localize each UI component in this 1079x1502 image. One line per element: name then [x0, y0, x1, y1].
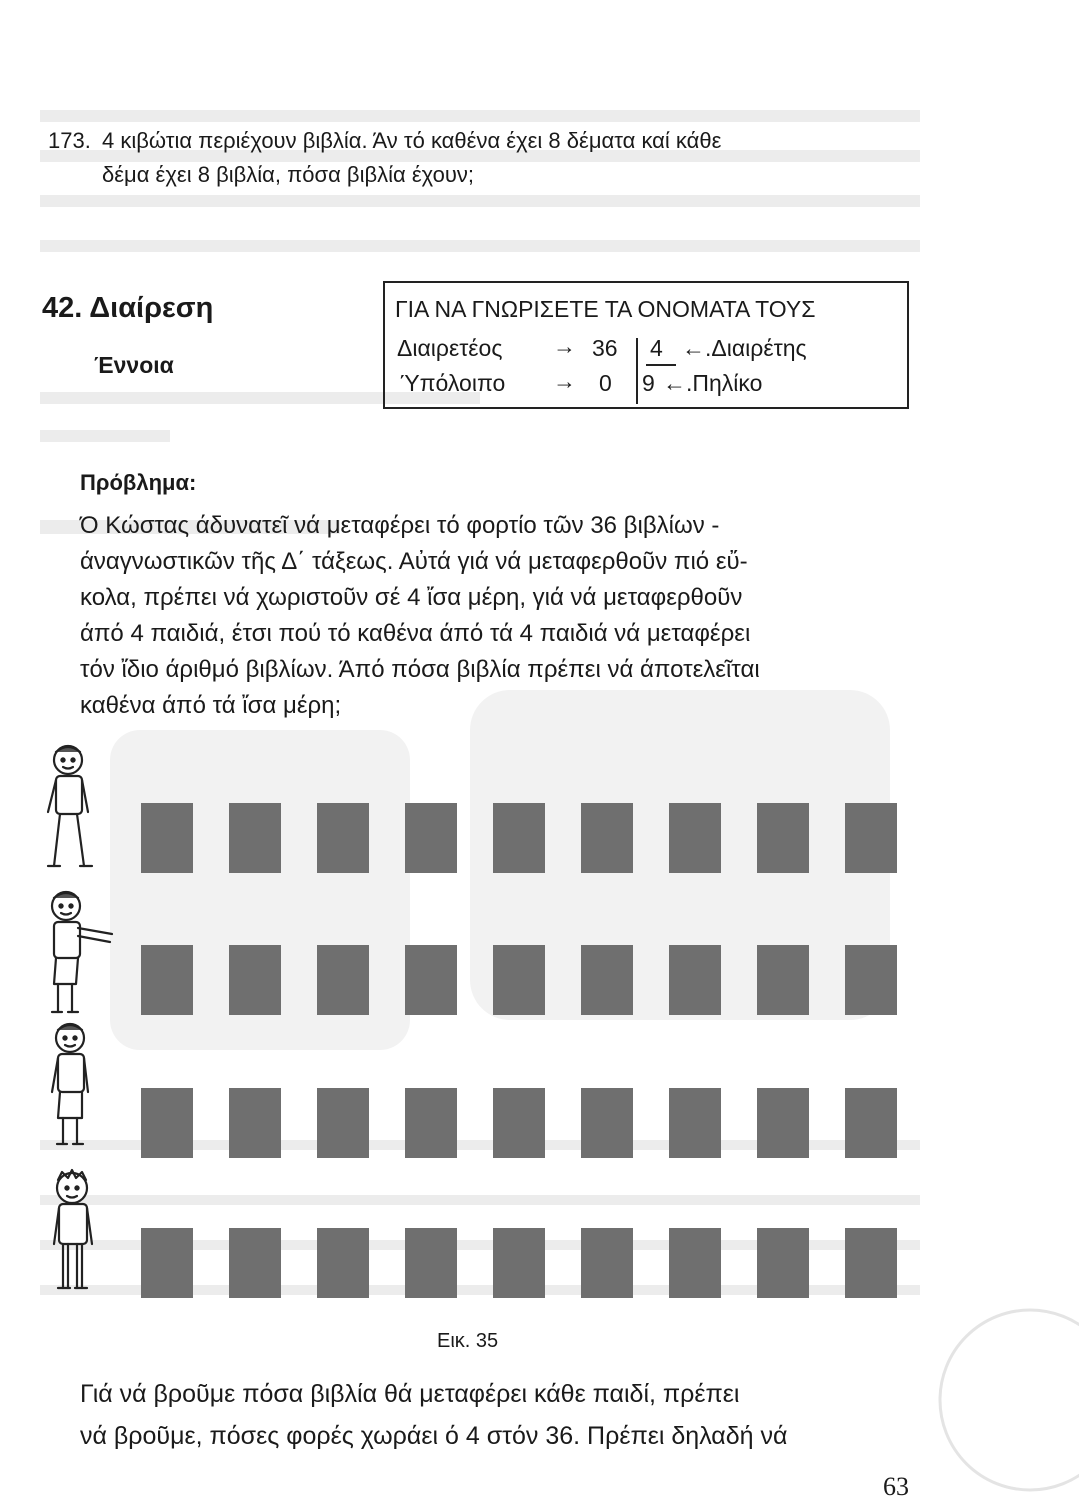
book-icon — [757, 803, 809, 873]
child-3-icon — [46, 1020, 102, 1150]
problem-line: άναγνωστικῶν τῆς Δ΄ τάξεως. Αὐτά γιά νά μεταφερθοῦν πιό εὔ- — [80, 548, 748, 575]
arrow-icon: → — [553, 333, 576, 359]
page-number: 63 — [883, 1472, 909, 1501]
problem-number: 173. — [48, 128, 91, 153]
divisor-label: ←.Διαιρέτης — [682, 335, 807, 361]
section-subheading: Έννοια — [94, 352, 174, 378]
book-icon — [845, 1088, 897, 1158]
child-4-icon — [48, 1168, 102, 1298]
arrow-icon: → — [553, 368, 576, 394]
book-icon — [317, 1228, 369, 1298]
book-icon — [669, 1088, 721, 1158]
child-1-icon — [44, 742, 104, 872]
divisor-value: 4 — [650, 335, 663, 361]
problem-line: άπό 4 παιδιά, έτσι πού τό καθένα άπό τά 4 παιδιά νά μεταφέρει — [80, 620, 751, 647]
book-icon — [317, 945, 369, 1015]
child-2-icon — [40, 888, 120, 1018]
book-icon — [141, 1228, 193, 1298]
problem-heading: Πρόβλημα: — [80, 470, 197, 495]
book-icon — [229, 1088, 281, 1158]
problem-line: Ό Κώστας άδυνατεῖ νά μεταφέρει τό φορτίο τῶν 36 βιβλίων - — [80, 512, 720, 539]
book-icon — [669, 1228, 721, 1298]
book-icon — [757, 1088, 809, 1158]
book-icon — [405, 803, 457, 873]
book-icon — [581, 1228, 633, 1298]
dividend-label: Διαιρετέος — [397, 335, 503, 361]
faint-stamp-icon — [940, 1310, 1079, 1490]
figure-caption: Εικ. 35 — [437, 1330, 499, 1352]
remainder-value: 0 — [599, 370, 612, 396]
book-icon — [405, 1228, 457, 1298]
problem-173-line-1: 4 κιβώτια περιέχουν βιβλία. Άν τό καθένα έχει 8 δέματα καί κάθε — [102, 128, 722, 153]
book-icon — [141, 945, 193, 1015]
book-icon — [581, 803, 633, 873]
book-icon — [845, 945, 897, 1015]
book-icon — [405, 945, 457, 1015]
book-icon — [405, 1088, 457, 1158]
division-bracket-vertical — [636, 338, 638, 404]
book-icon — [141, 803, 193, 873]
bottom-line: Γιά νά βροῦμε πόσα βιβλία θά μεταφέρει κάθε παιδί, πρέπει — [80, 1380, 740, 1408]
problem-173 — [48, 124, 928, 192]
book-icon — [493, 945, 545, 1015]
section-heading: 42. Διαίρεση — [42, 292, 214, 324]
dividend-value: 36 — [592, 335, 618, 361]
book-icon — [757, 1228, 809, 1298]
book-icon — [581, 1088, 633, 1158]
book-icon — [229, 945, 281, 1015]
quotient-value: 9 — [642, 370, 655, 396]
book-icon — [845, 1228, 897, 1298]
bottom-line: νά βροῦμε, πόσες φορές χωράει ό 4 στόν 36. Πρέπει δηλαδή νά — [80, 1422, 788, 1450]
names-box-title: ΓΙΑ ΝΑ ΓΝΩΡΙΣΕΤΕ ΤΑ ΟΝΟΜΑΤΑ ΤΟΥΣ — [395, 296, 816, 322]
remainder-label: Ύπόλοιπο — [400, 370, 506, 396]
book-icon — [229, 803, 281, 873]
bottom-text — [80, 1373, 920, 1457]
book-icon — [581, 945, 633, 1015]
book-icon — [317, 1088, 369, 1158]
book-icon — [757, 945, 809, 1015]
problem-173-line-2: δέμα έχει 8 βιβλία, πόσα βιβλία έχουν; — [102, 162, 474, 187]
book-icon — [669, 945, 721, 1015]
problem-line: καθένα άπό τά ἴσα μέρη; — [80, 692, 342, 719]
book-icon — [141, 1088, 193, 1158]
book-icon — [317, 803, 369, 873]
book-icon — [493, 1228, 545, 1298]
division-bracket-underline — [646, 364, 676, 366]
book-icon — [229, 1228, 281, 1298]
book-icon — [669, 803, 721, 873]
book-icon — [493, 1088, 545, 1158]
book-icon — [493, 803, 545, 873]
quotient-label: ←.Πηλίκο — [663, 370, 763, 396]
problem-line: κολα, πρέπει νά χωριστοῦν σέ 4 ἴσα μέρη, γιά νά μεταφερθοῦν — [80, 584, 743, 611]
book-icon — [845, 803, 897, 873]
problem-line: τόν ἴδιο άριθμό βιβλίων. Άπό πόσα βιβλία πρέπει νά άποτελεῖται — [80, 656, 760, 683]
problem-text — [80, 508, 920, 724]
